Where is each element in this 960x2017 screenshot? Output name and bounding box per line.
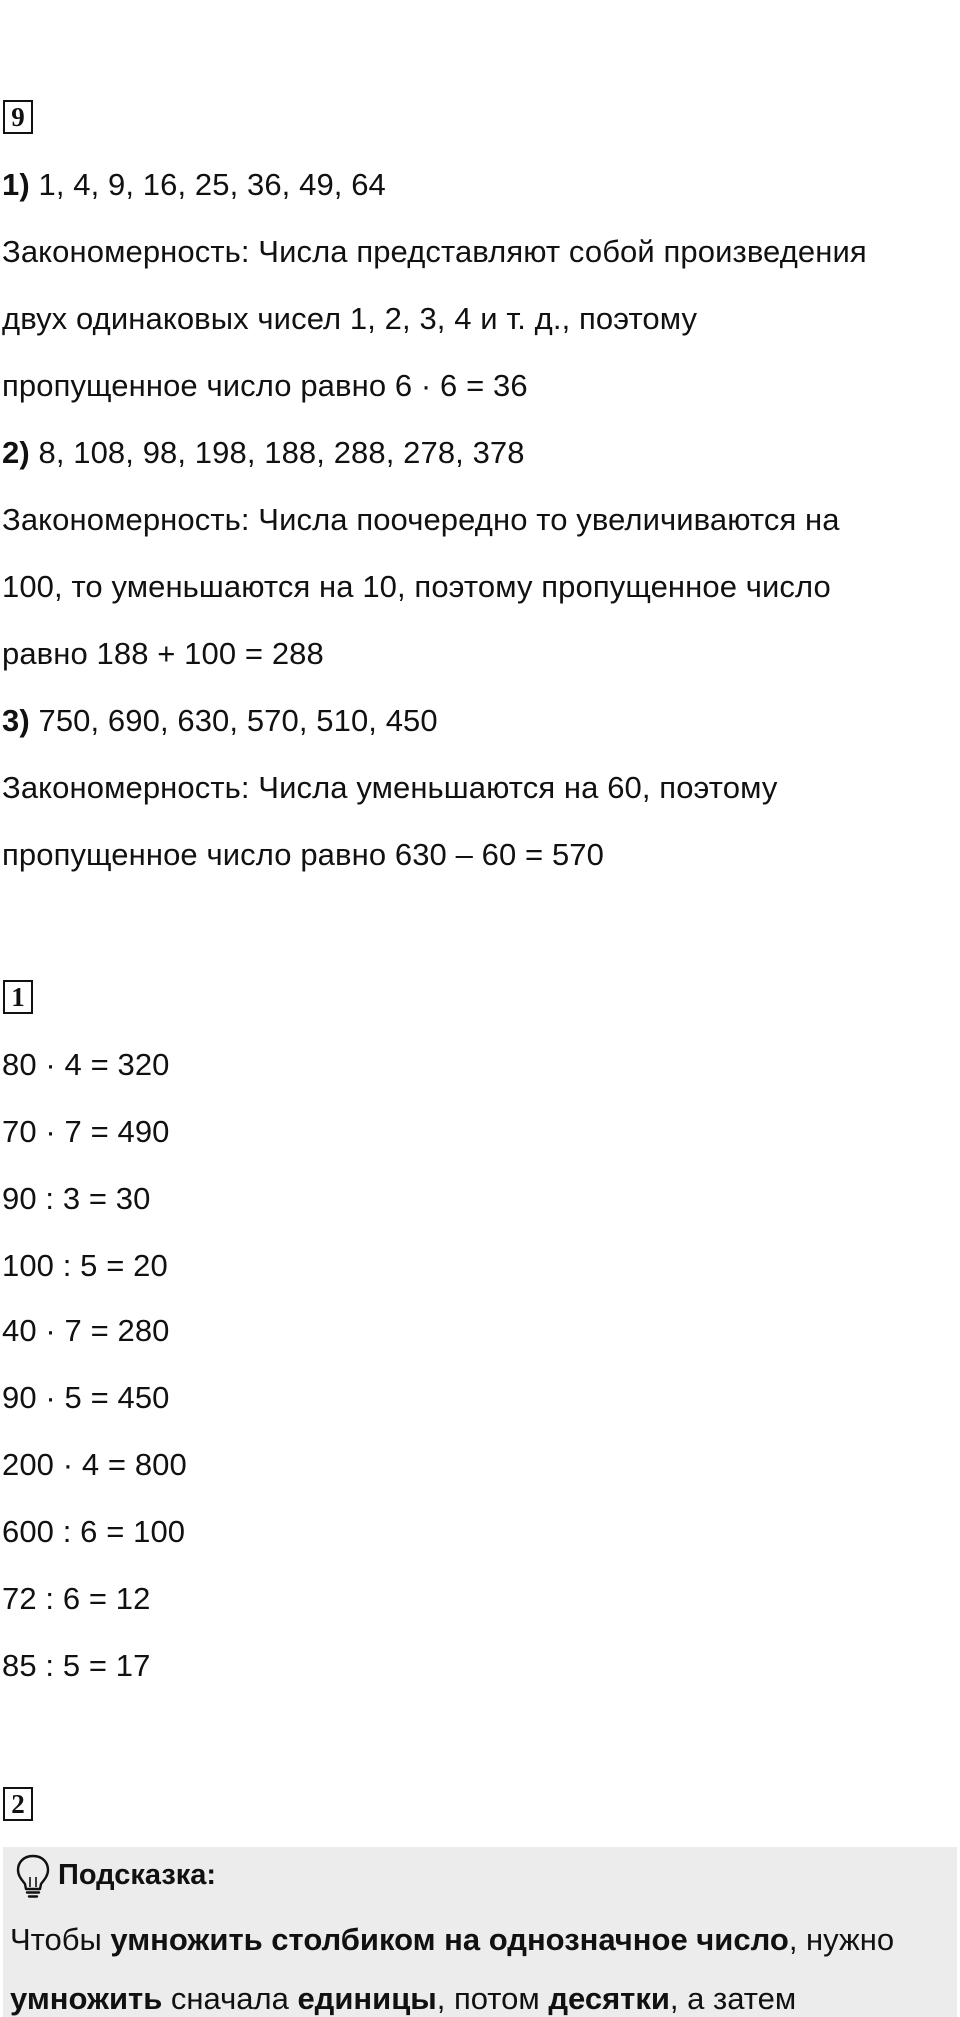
- sequence-3-label: 3): [2, 703, 30, 738]
- sequence-1-label: 1): [2, 167, 30, 202]
- lightbulb-icon: [14, 1853, 52, 1899]
- rule-2-line-3: равно 188 + 100 = 288: [2, 636, 324, 671]
- equation-row: 80 · 4 = 320: [2, 1047, 170, 1082]
- equation-row: 200 · 4 = 800: [2, 1447, 187, 1482]
- hint-text: , потом: [436, 1981, 549, 2016]
- sequence-2-values: 8, 108, 98, 198, 188, 288, 278, 378: [29, 435, 525, 470]
- hint-bold-text: десятки: [548, 1981, 670, 2016]
- hint-text: , нужно: [788, 1922, 895, 1957]
- rule-2-line-1: Закономерность: Числа поочередно то увеличиваются на: [2, 502, 840, 537]
- rule-1-line-1: Закономерность: Числа представляют собой произведения: [2, 234, 867, 269]
- section-number-1: 1: [3, 980, 33, 1014]
- equation-row: 72 : 6 = 12: [2, 1581, 151, 1616]
- section-number-9: 9: [3, 100, 33, 134]
- hint-text: сначала: [162, 1981, 298, 2016]
- equation-row: 70 · 7 = 490: [2, 1114, 170, 1149]
- equation-row: 100 : 5 = 20: [2, 1248, 168, 1283]
- rule-3-line-1: Закономерность: Числа уменьшаются на 60, поэтому: [2, 770, 778, 805]
- hint-bold-text: единицы: [297, 1981, 437, 2016]
- sequence-1-values: 1, 4, 9, 16, 25, 36, 49, 64: [29, 167, 386, 202]
- sequence-2: [2, 433, 525, 473]
- hint-bold-text: умножить столбиком на однозначное число: [110, 1922, 789, 1957]
- equation-row: 85 : 5 = 17: [2, 1648, 151, 1683]
- rule-1-line-2: двух одинаковых чисел 1, 2, 3, 4 и т. д., поэтому: [2, 301, 698, 336]
- hint-bold-text: умножить: [10, 1981, 163, 2016]
- rule-3-line-2: пропущенное число равно 630 – 60 = 570: [2, 837, 604, 872]
- hint-text-line-1: [10, 1920, 894, 1960]
- hint-text: Чтобы: [10, 1922, 111, 1957]
- sequence-3: [2, 701, 438, 741]
- hint-text: , а затем: [669, 1981, 797, 2016]
- sequence-2-label: 2): [2, 435, 30, 470]
- rule-1-line-3: пропущенное число равно 6 · 6 = 36: [2, 368, 528, 403]
- equation-row: 90 · 5 = 450: [2, 1380, 170, 1415]
- equation-row: 600 : 6 = 100: [2, 1514, 186, 1549]
- equation-row: 90 : 3 = 30: [2, 1181, 151, 1216]
- sequence-3-values: 750, 690, 630, 570, 510, 450: [29, 703, 438, 738]
- hint-text-line-2: [10, 1979, 796, 2017]
- equation-row: 40 · 7 = 280: [2, 1313, 170, 1348]
- section-number-2: 2: [3, 1787, 33, 1821]
- sequence-1: [2, 165, 386, 205]
- rule-2-line-2: 100, то уменьшаются на 10, поэтому пропущенное число: [2, 569, 831, 604]
- hint-title: Подсказка:: [58, 1859, 217, 1891]
